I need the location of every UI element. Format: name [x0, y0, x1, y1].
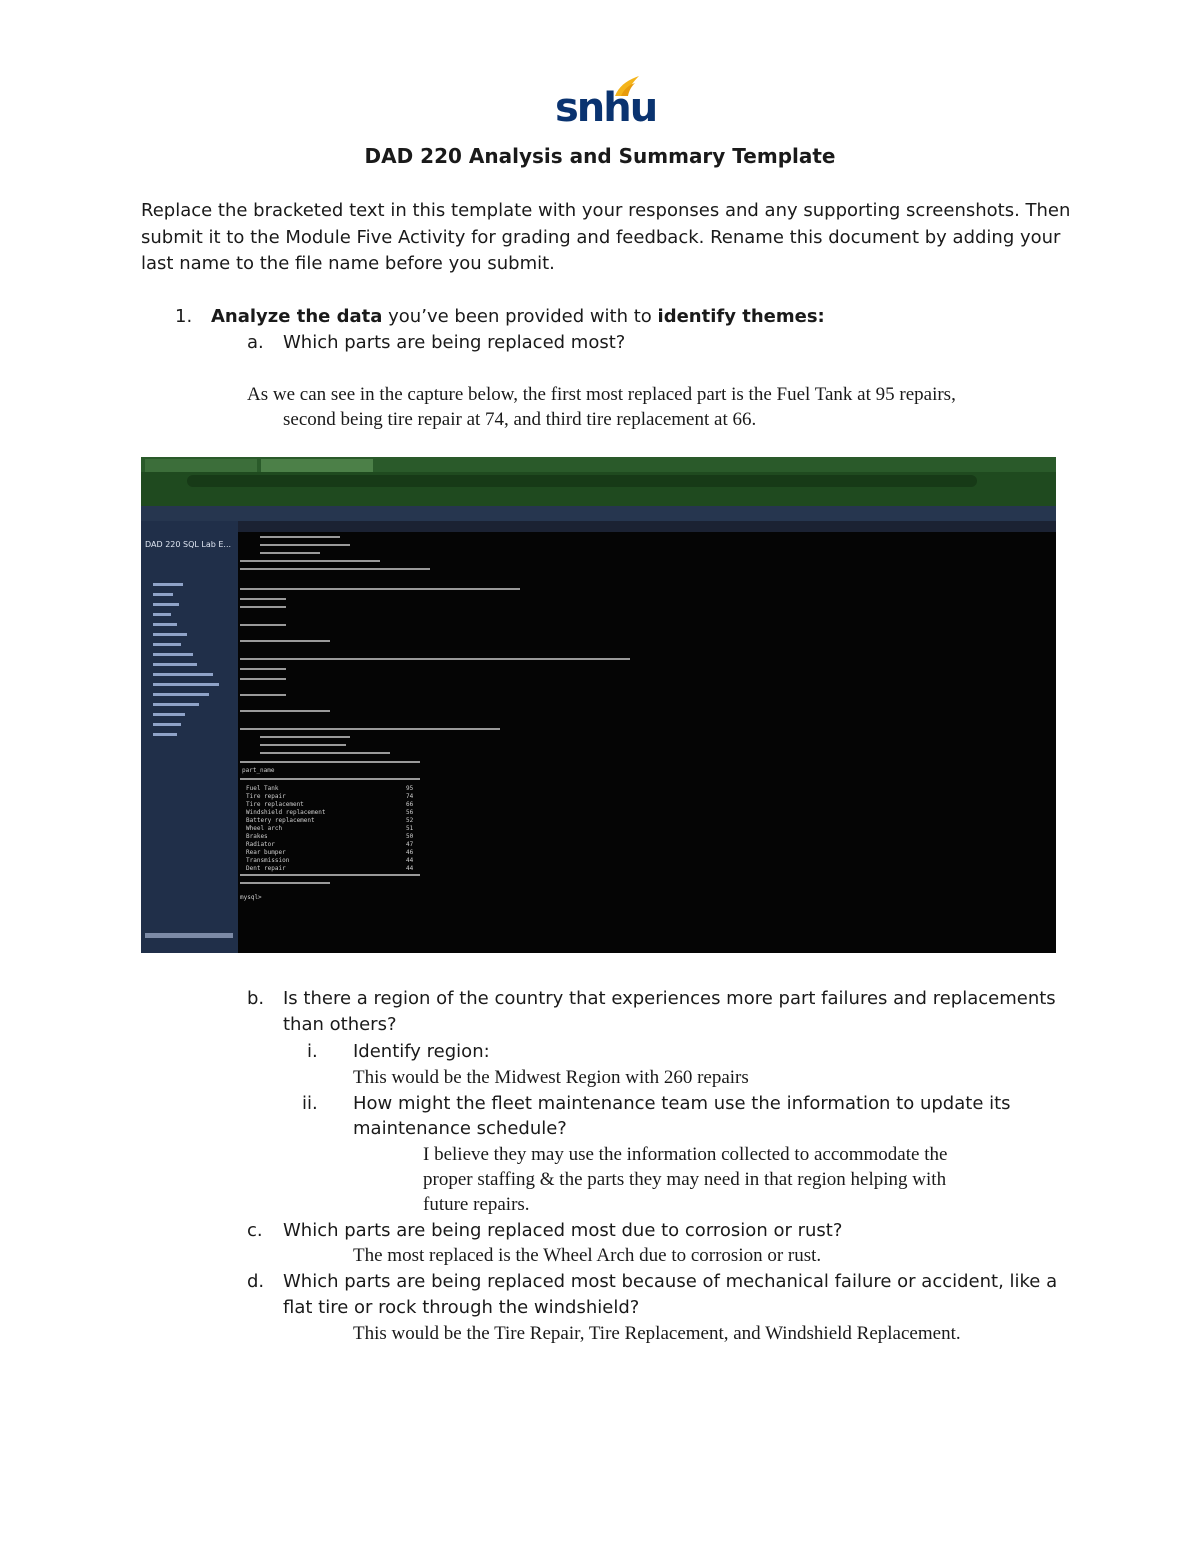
terminal-line: [240, 598, 286, 600]
result-row-name: Tire replacement: [246, 801, 304, 808]
url-field: [187, 475, 977, 487]
terminal-line: [260, 736, 350, 738]
terminal-line: [240, 658, 630, 660]
result-header: part_name: [242, 767, 275, 774]
result-row-name: Brakes: [246, 833, 268, 840]
snhu-logo: [553, 74, 657, 134]
sidebar-item: [153, 613, 171, 616]
browser-tab-bar: [141, 457, 1056, 472]
sidebar-item: [153, 693, 209, 696]
terminal-tab-strip: [238, 521, 1056, 532]
terminal-line: [240, 874, 420, 876]
sidebar-item: [153, 643, 181, 646]
result-row-name: Battery replacement: [246, 817, 315, 824]
terminal-line: [240, 882, 330, 884]
sidebar-item: [153, 583, 183, 586]
terminal-line: [240, 560, 380, 562]
sidebar-item: [153, 623, 177, 626]
sidebar-scrollbar: [145, 933, 233, 938]
sidebar-item: [153, 603, 179, 606]
document-title: DAD 220 Analysis and Summary Template: [364, 144, 836, 168]
browser-tab-1: [145, 459, 257, 472]
answer-a-line-2: second being tire repair at 74, and third tire replacement at 66.: [283, 409, 757, 430]
sidebar-project-title: DAD 220 SQL Lab E...: [145, 540, 232, 549]
logo-wordmark: snhu: [555, 85, 657, 131]
terminal-line: [240, 778, 420, 780]
result-row-count: 95: [406, 785, 414, 792]
result-row-name: Transmission: [246, 857, 290, 864]
qb-letter: b.: [247, 988, 265, 1009]
terminal-line: [240, 624, 286, 626]
qd-line-2: flat tire or rock through the windshield?: [283, 1297, 640, 1318]
qc-answer: The most replaced is the Wheel Arch due to corrosion or rust.: [353, 1245, 822, 1266]
terminal-output: [238, 532, 1056, 953]
qc-text: Which parts are being replaced most due to corrosion or rust?: [283, 1220, 843, 1241]
result-row-count: 74: [406, 793, 414, 800]
result-row-count: 44: [406, 857, 414, 864]
terminal-line: [240, 710, 330, 712]
result-row-count: 47: [406, 841, 414, 848]
sidebar-item: [153, 653, 193, 656]
qbi-answer: This would be the Midwest Region with 260 repairs: [353, 1067, 749, 1088]
result-row-name: Tire repair: [246, 793, 286, 800]
q1-bold-2: identify themes:: [657, 306, 825, 327]
terminal-line: [240, 728, 500, 730]
result-row-name: Radiator: [246, 841, 275, 848]
terminal-line: [240, 668, 286, 670]
result-row-name: Fuel Tank: [246, 785, 279, 792]
terminal-line: [260, 536, 340, 538]
qbii-answer-line-1: I believe they may use the information collected to accommodate the: [423, 1144, 948, 1165]
sidebar-item: [153, 723, 181, 726]
qbi-text: Identify region:: [353, 1041, 490, 1062]
q1-bold-1: Analyze the data: [211, 306, 383, 327]
terminal-line: [260, 752, 390, 754]
sidebar-item: [153, 703, 199, 706]
sidebar-item: [153, 683, 219, 686]
file-explorer-sidebar: [141, 521, 238, 953]
result-row-count: 51: [406, 825, 414, 832]
qb-line-1: Is there a region of the country that experiences more part failures and replacements: [283, 988, 1056, 1009]
qc-letter: c.: [247, 1220, 263, 1241]
result-row-name: Dent repair: [246, 865, 286, 872]
browser-address-bar: [141, 472, 1056, 490]
ide-toolbar: [141, 506, 1056, 521]
terminal-prompt: mysql>: [240, 894, 262, 901]
qbii-line-2: maintenance schedule?: [353, 1118, 567, 1139]
qd-answer: This would be the Tire Repair, Tire Replacement, and Windshield Replacement.: [353, 1323, 961, 1344]
terminal-line: [240, 678, 286, 680]
terminal-line: [240, 588, 520, 590]
qbii-numeral: ii.: [302, 1093, 318, 1114]
terminal-line: [240, 761, 420, 763]
answer-a-line-1: As we can see in the capture below, the first most replaced part is the Fuel Tank at 95 repairs,: [247, 384, 956, 405]
result-row-name: Windshield replacement: [246, 809, 326, 816]
intro-line-2: submit it to the Module Five Activity for grading and feedback. Rename this document by adding your: [141, 227, 1061, 248]
sidebar-item: [153, 713, 185, 716]
sidebar-item: [153, 663, 197, 666]
sidebar-item: [153, 633, 187, 636]
qbii-line-1: How might the fleet maintenance team use the information to update its: [353, 1093, 1011, 1114]
result-row-count: 66: [406, 801, 414, 808]
sidebar-item: [153, 593, 173, 596]
result-row-count: 52: [406, 817, 414, 824]
result-row-count: 50: [406, 833, 414, 840]
browser-tab-2: [261, 459, 373, 472]
intro-line-1: Replace the bracketed text in this template with your responses and any supporting screenshots. Then: [141, 200, 1071, 221]
bookmarks-bar: [141, 490, 1056, 506]
terminal-line: [260, 544, 350, 546]
result-row-count: 46: [406, 849, 414, 856]
terminal-line: [240, 606, 286, 608]
q1-normal: you’ve been provided with to: [382, 306, 658, 327]
intro-line-3: last name to the file name before you submit.: [141, 253, 555, 274]
result-row-name: Rear bumper: [246, 849, 286, 856]
qb-line-2: than others?: [283, 1014, 397, 1035]
query-screenshot: [141, 457, 1056, 953]
qd-line-1: Which parts are being replaced most because of mechanical failure or accident, like a: [283, 1271, 1058, 1292]
terminal-line: [260, 552, 320, 554]
qbii-answer-line-2: proper staffing & the parts they may need in that region helping with: [423, 1169, 947, 1190]
qbii-answer-line-3: future repairs.: [423, 1194, 530, 1215]
result-row-name: Wheel arch: [246, 825, 283, 832]
sidebar-item: [153, 733, 177, 736]
q1-heading: [211, 304, 825, 330]
result-row-count: 44: [406, 865, 414, 872]
result-row-count: 56: [406, 809, 414, 816]
terminal-line: [240, 694, 286, 696]
q1-number: 1.: [175, 306, 193, 327]
terminal-line: [240, 640, 330, 642]
qbi-numeral: i.: [307, 1041, 318, 1062]
qa-text: Which parts are being replaced most?: [283, 332, 626, 353]
qa-letter: a.: [247, 332, 264, 353]
terminal-line: [260, 744, 346, 746]
terminal-line: [240, 568, 430, 570]
qd-letter: d.: [247, 1271, 265, 1292]
sidebar-item: [153, 673, 213, 676]
